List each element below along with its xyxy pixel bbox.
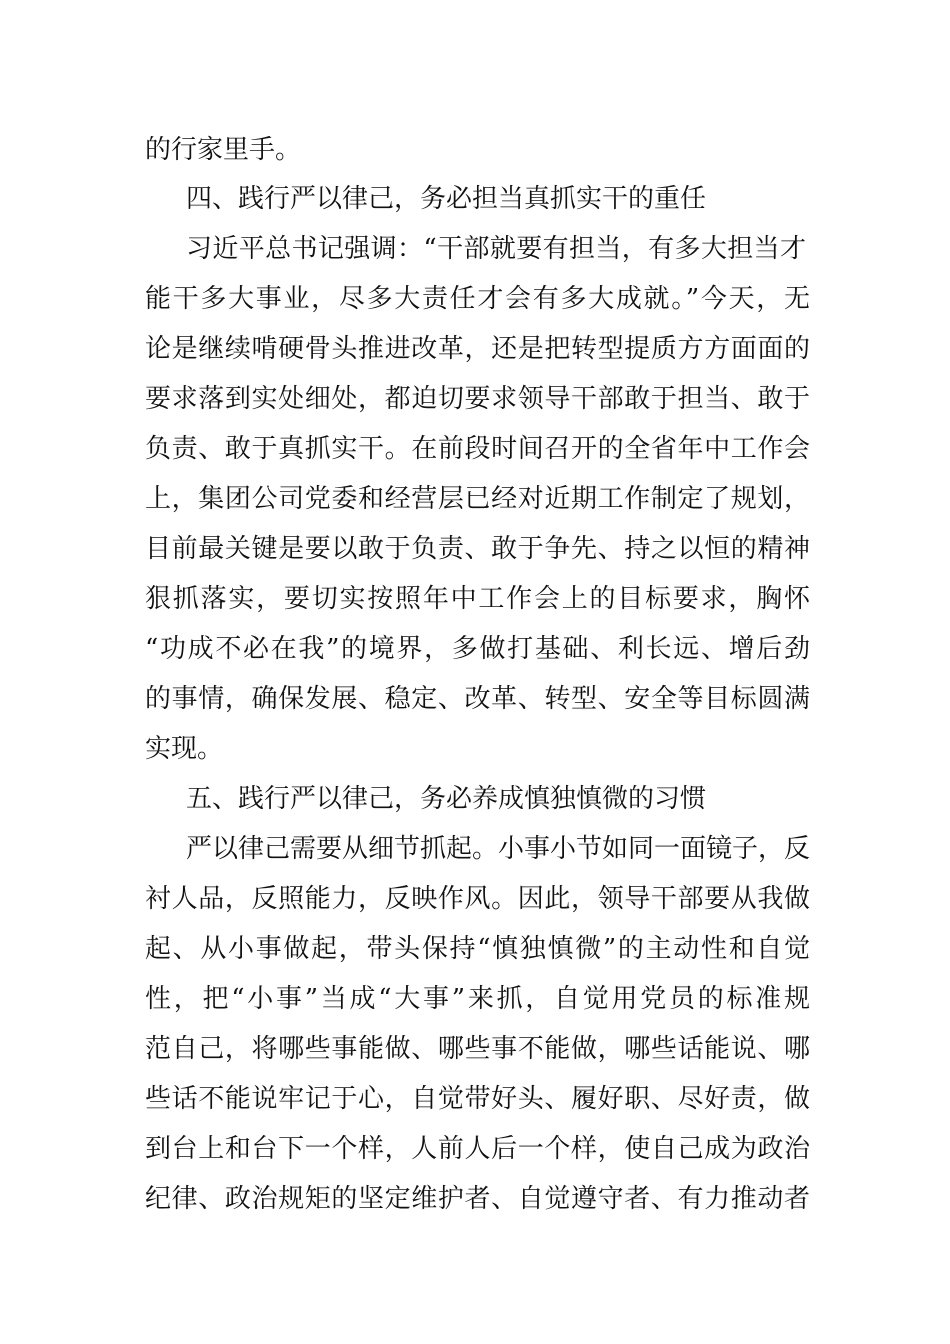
text-line: 上，集团公司党委和经营层已经对近期工作制定了规划， <box>145 484 810 514</box>
text-line: 严以律己需要从细节抓起。小事小节如同一面镜子，反 <box>186 834 811 864</box>
text-line: 性，把“小事”当成“大事”来抓，自觉用党员的标准规 <box>145 984 810 1014</box>
text-line: 能干多大事业，尽多大责任才会有多大成就。”今天，无 <box>145 284 810 314</box>
text-line: 狠抓落实，要切实按照年中工作会上的目标要求，胸怀 <box>145 584 810 614</box>
text-line: 的事情，确保发展、稳定、改革、转型、安全等目标圆满 <box>145 684 810 714</box>
text-line: 到台上和台下一个样，人前人后一个样，使自己成为政治 <box>145 1134 810 1164</box>
text-line: 纪律、政治规矩的坚定维护者、自觉遵守者、有力推动者 <box>145 1184 810 1214</box>
text-line: 习近平总书记强调：“干部就要有担当，有多大担当才 <box>186 234 806 264</box>
text-line: 起、从小事做起，带头保持“慎独慎微”的主动性和自觉 <box>145 934 810 964</box>
text-line: “功成不必在我”的境界，多做打基础、利长远、增后劲 <box>145 634 810 664</box>
section-heading-5: 五、践行严以律己，务必养成慎独慎微的习惯 <box>186 784 707 814</box>
text-line: 范自己，将哪些事能做、哪些事不能做，哪些话能说、哪 <box>145 1034 810 1064</box>
section-heading-4: 四、践行严以律己，务必担当真抓实干的重任 <box>186 184 707 214</box>
text-line: 的行家里手。 <box>145 135 302 165</box>
text-line: 论是继续啃硬骨头推进改革，还是把转型提质方方面面的 <box>145 334 810 364</box>
text-line: 要求落到实处细处，都迫切要求领导干部敢于担当、敢于 <box>145 384 810 414</box>
text-line: 衬人品，反照能力，反映作风。因此，领导干部要从我做 <box>145 884 810 914</box>
text-line: 负责、敢于真抓实干。在前段时间召开的全省年中工作会 <box>145 434 810 464</box>
text-line: 些话不能说牢记于心，自觉带好头、履好职、尽好责，做 <box>145 1084 810 1114</box>
text-line: 实现。 <box>145 734 224 764</box>
text-line: 目前最关键是要以敢于负责、敢于争先、持之以恒的精神 <box>145 534 810 564</box>
